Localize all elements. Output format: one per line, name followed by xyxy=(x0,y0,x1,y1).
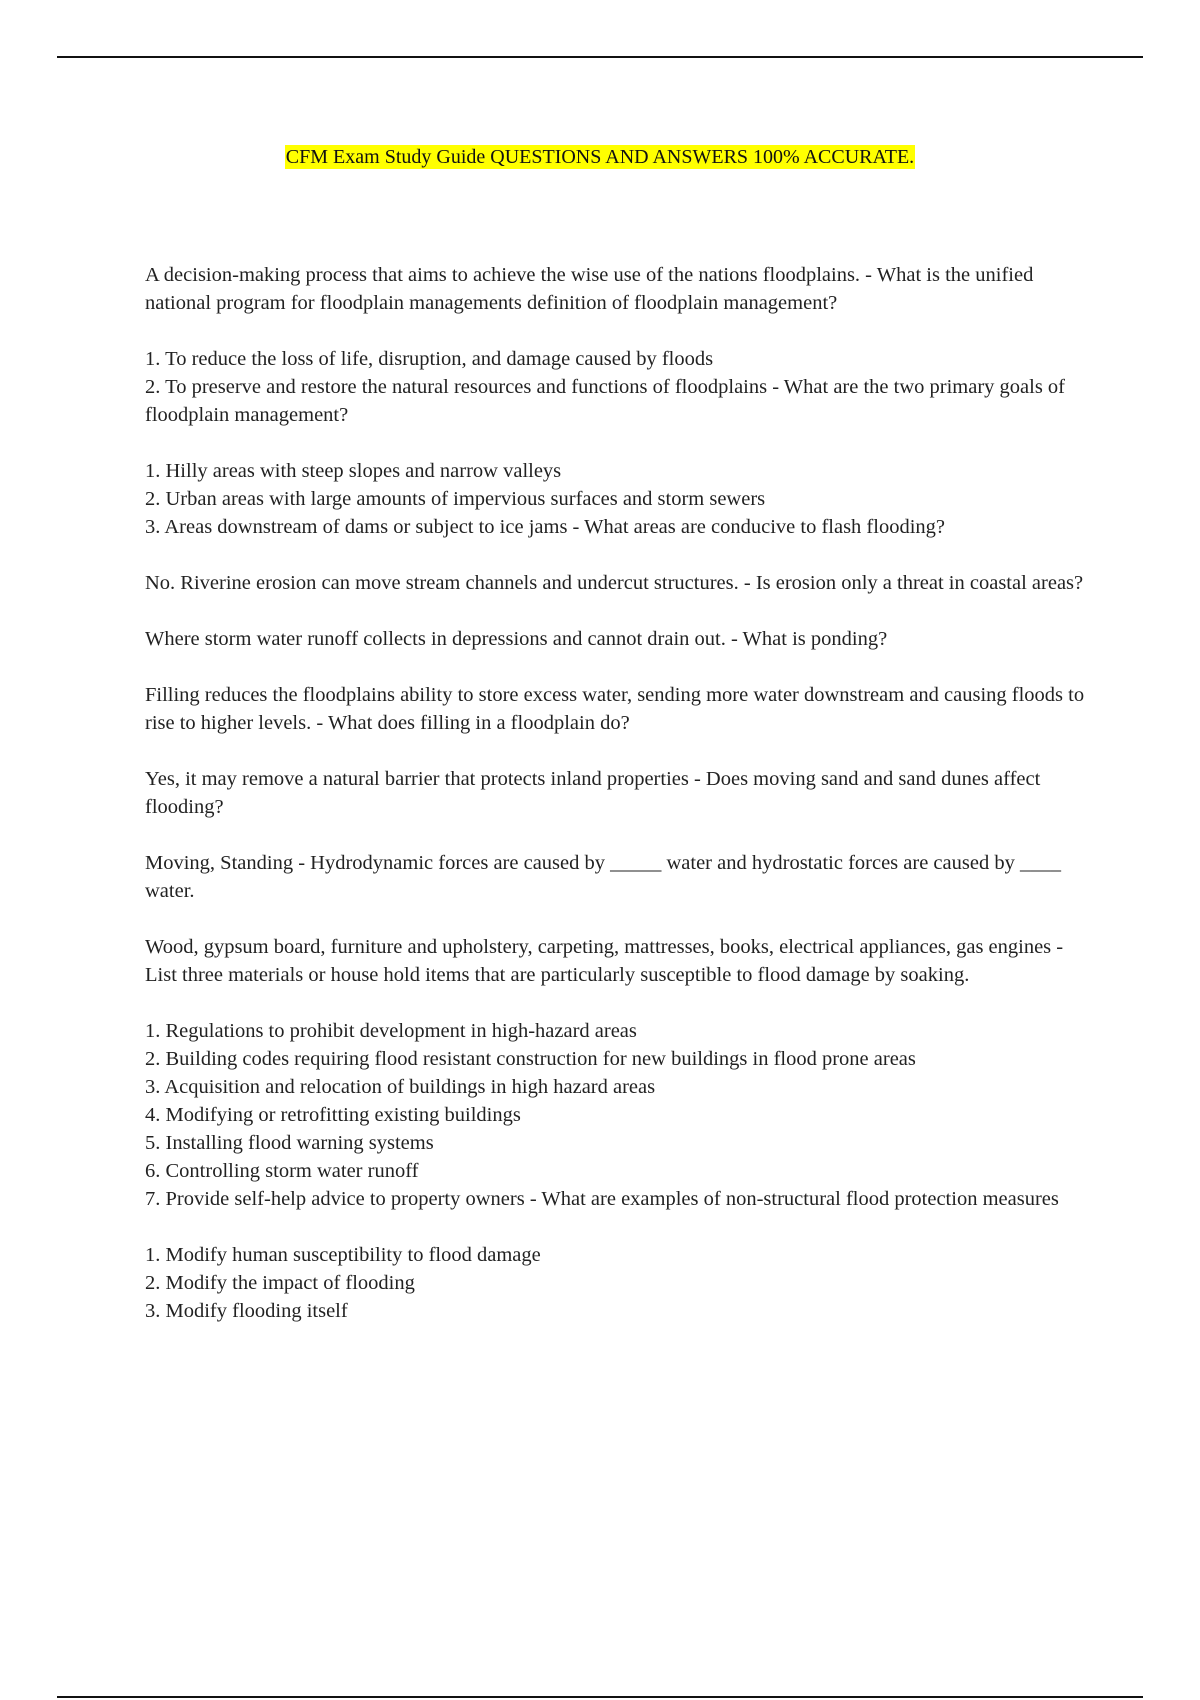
entry-line: 1. Hilly areas with steep slopes and narrow valleys xyxy=(145,460,562,482)
entry-line: 2. To preserve and restore the natural resources and functions of floodplains - What are the two primary goals of floodplain management? xyxy=(145,376,1066,426)
qa-entry xyxy=(145,1017,1095,1213)
qa-entry xyxy=(145,765,1095,821)
bottom-rule xyxy=(57,1696,1143,1698)
entry-line: Where storm water runoff collects in depressions and cannot drain out. - What is ponding? xyxy=(145,628,888,650)
entry-line: 3. Acquisition and relocation of buildings in high hazard areas xyxy=(145,1076,656,1098)
entry-line: 5. Installing flood warning systems xyxy=(145,1132,434,1154)
entry-line: 3. Areas downstream of dams or subject to ice jams - What areas are conducive to flash flooding? xyxy=(145,516,946,538)
top-rule xyxy=(57,56,1143,58)
qa-entry xyxy=(145,457,1095,541)
entry-line: 1. Modify human susceptibility to flood damage xyxy=(145,1244,541,1266)
entry-line: A decision-making process that aims to achieve the wise use of the nations floodplains. - What is the unified national program for floodplain managements definition of floodplain management? xyxy=(145,264,1034,314)
entry-line: Filling reduces the floodplains ability to store excess water, sending more water downstream and causing floods to rise to higher levels. - What does filling in a floodplain do? xyxy=(145,684,1085,734)
qa-entry xyxy=(145,345,1095,429)
entry-line: 4. Modifying or retrofitting existing buildings xyxy=(145,1104,521,1126)
entry-line: Moving, Standing - Hydrodynamic forces are caused by _____ water and hydrostatic forces are caused by ____ water. xyxy=(145,852,1061,902)
entry-line: 7. Provide self-help advice to property owners - What are examples of non-structural flood protection measures xyxy=(145,1188,1059,1210)
entry-line: 2. Modify the impact of flooding xyxy=(145,1272,415,1294)
entry-line: 1. Regulations to prohibit development in high-hazard areas xyxy=(145,1020,637,1042)
qa-entry xyxy=(145,569,1095,597)
entry-line: 1. To reduce the loss of life, disruption, and damage caused by floods xyxy=(145,348,714,370)
entry-line: Wood, gypsum board, furniture and upholstery, carpeting, mattresses, books, electrical appliances, gas engines - List three materials or house hold items that are particularly susceptible to flood damage by soaking. xyxy=(145,936,1064,986)
document-title: CFM Exam Study Guide QUESTIONS AND ANSWERS 100% ACCURATE. xyxy=(285,146,915,168)
qa-entry xyxy=(145,849,1095,905)
entry-line: 2. Building codes requiring flood resistant construction for new buildings in flood prone areas xyxy=(145,1048,916,1070)
entry-line: No. Riverine erosion can move stream channels and undercut structures. - Is erosion only a threat in coastal areas? xyxy=(145,572,1084,594)
qa-entry xyxy=(145,681,1095,737)
entry-line: Yes, it may remove a natural barrier that protects inland properties - Does moving sand and sand dunes affect flooding? xyxy=(145,768,1041,818)
entry-line: 6. Controlling storm water runoff xyxy=(145,1160,419,1182)
qa-entry xyxy=(145,1241,1095,1325)
title-container xyxy=(0,145,1200,169)
qa-content xyxy=(145,261,1095,1353)
entry-line: 2. Urban areas with large amounts of impervious surfaces and storm sewers xyxy=(145,488,766,510)
qa-entry xyxy=(145,625,1095,653)
entry-line: 3. Modify flooding itself xyxy=(145,1300,348,1322)
qa-entry xyxy=(145,261,1095,317)
qa-entry xyxy=(145,933,1095,989)
